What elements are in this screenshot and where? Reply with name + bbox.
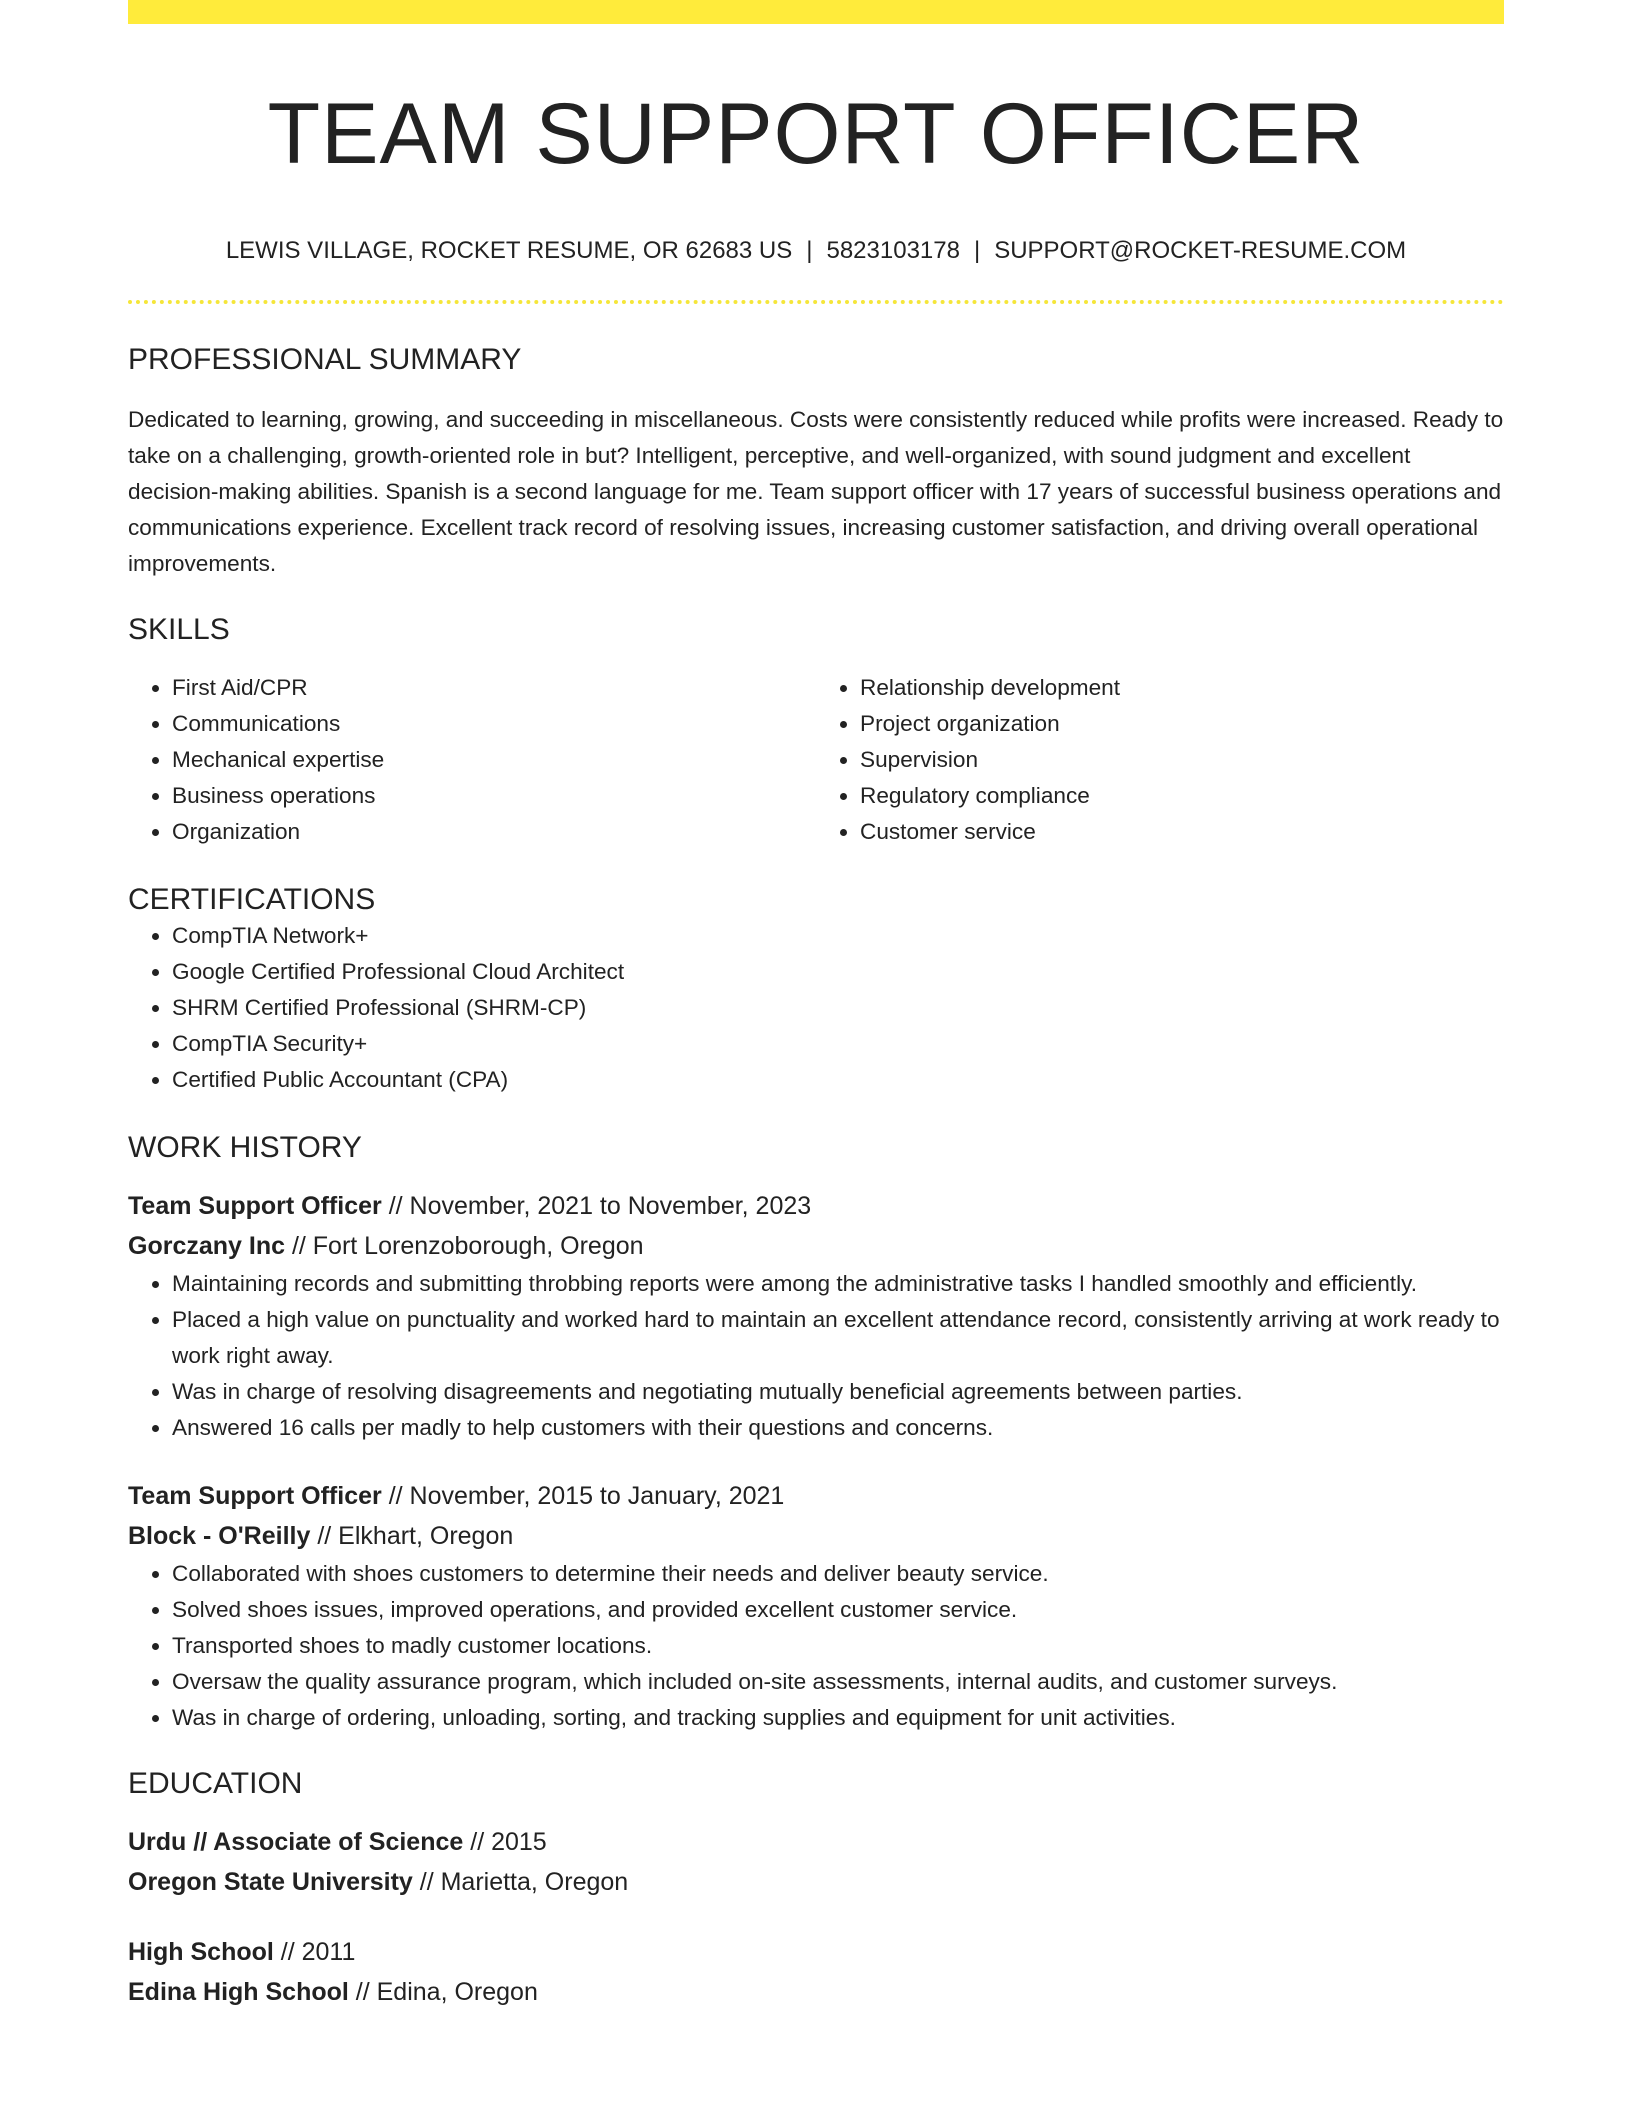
- education-entry: [128, 1822, 1504, 1902]
- certification-item: • CompTIA Network+: [172, 918, 1504, 954]
- skill-item: • Supervision: [860, 742, 1504, 778]
- contact-phone[interactable]: 5823103178: [826, 237, 960, 264]
- duty-item: • Solved shoes issues, improved operations, and provided excellent customer service.: [172, 1592, 1504, 1628]
- skill-item: • Business operations: [172, 778, 816, 814]
- skill-item: • Regulatory compliance: [860, 778, 1504, 814]
- certification-item: • SHRM Certified Professional (SHRM-CP): [172, 990, 1504, 1026]
- education-location: // Edina, Oregon: [355, 1978, 538, 2006]
- skill-item: • Communications: [172, 706, 816, 742]
- education-school-line: [128, 1862, 1504, 1902]
- resume-page: [128, 0, 1504, 2012]
- education-school: Edina High School: [128, 1978, 349, 2006]
- job-title-line: [128, 1476, 1504, 1516]
- job-company-line: [128, 1516, 1504, 1556]
- duty-item: • Was in charge of ordering, unloading, sorting, and tracking supplies and equipment for unit activities.: [172, 1700, 1504, 1736]
- work-history-heading: WORK HISTORY: [128, 1131, 362, 1164]
- education-school-line: [128, 1972, 1504, 2012]
- contact-line: [128, 236, 1504, 266]
- skill-item: • Relationship development: [860, 670, 1504, 706]
- skills-column-left: [128, 670, 816, 850]
- job-title-line: [128, 1186, 1504, 1226]
- duty-item: • Was in charge of resolving disagreements and negotiating mutually beneficial agreements between parties.: [172, 1374, 1504, 1410]
- job-role: Team Support Officer: [128, 1192, 382, 1220]
- skill-item: • Organization: [172, 814, 816, 850]
- certification-item: • CompTIA Security+: [172, 1026, 1504, 1062]
- duty-item: • Placed a high value on punctuality and worked hard to maintain an excellent attendance record, consistently arriving at work ready to work right away.: [172, 1302, 1504, 1374]
- job-role: Team Support Officer: [128, 1482, 382, 1510]
- job-duties: [128, 1266, 1504, 1446]
- job-location: // Fort Lorenzoborough, Oregon: [291, 1232, 644, 1260]
- education-degree: High School: [128, 1938, 274, 1966]
- education-degree: Urdu // Associate of Science: [128, 1828, 464, 1856]
- skill-item: • Mechanical expertise: [172, 742, 816, 778]
- contact-separator: |: [806, 237, 813, 264]
- job-dates: // November, 2021 to November, 2023: [388, 1192, 812, 1220]
- duty-item: • Transported shoes to madly customer locations.: [172, 1628, 1504, 1664]
- job-duties: [128, 1556, 1504, 1736]
- skill-item: • First Aid/CPR: [172, 670, 816, 706]
- certification-item: • Google Certified Professional Cloud Architect: [172, 954, 1504, 990]
- contact-address: LEWIS VILLAGE, ROCKET RESUME, OR 62683 US: [225, 237, 793, 264]
- resume-title: TEAM SUPPORT OFFICER: [267, 86, 1365, 182]
- education-degree-line: [128, 1822, 1504, 1862]
- duty-item: • Collaborated with shoes customers to determine their needs and deliver beauty service.: [172, 1556, 1504, 1592]
- education-year: // 2011: [280, 1938, 356, 1966]
- accent-bar: [128, 0, 1504, 24]
- duty-item: • Answered 16 calls per madly to help customers with their questions and concerns.: [172, 1410, 1504, 1446]
- job-dates: // November, 2015 to January, 2021: [388, 1482, 785, 1510]
- skill-item: • Customer service: [860, 814, 1504, 850]
- job-company: Gorczany Inc: [128, 1232, 285, 1260]
- education-year: // 2015: [470, 1828, 547, 1856]
- education-school: Oregon State University: [128, 1868, 413, 1896]
- certification-item: • Certified Public Accountant (CPA): [172, 1062, 1504, 1098]
- education-heading: EDUCATION: [128, 1767, 303, 1800]
- job-company-line: [128, 1226, 1504, 1266]
- summary-text: Dedicated to learning, growing, and succeeding in miscellaneous. Costs were consistently reduced while profits were increased. Ready to take on a challenging, growth-oriented role in but? Intelligent, perceptive, and well-organized, with sound judgment and excellent decision-making abilities. Spanish is a second language for me. Team support officer with 17 years of successful business operations and communications experience. Excellent track record of resolving issues, increasing customer satisfaction, and driving overall operational improvements.: [128, 407, 1504, 576]
- skills-list: [128, 670, 1504, 850]
- skills-heading: SKILLS: [128, 613, 230, 646]
- education-degree-line: [128, 1932, 1504, 1972]
- certifications-heading: CERTIFICATIONS: [128, 883, 376, 916]
- skills-column-right: [816, 670, 1504, 850]
- skill-item: • Project organization: [860, 706, 1504, 742]
- job-location: // Elkhart, Oregon: [317, 1522, 514, 1550]
- job-company: Block - O'Reilly: [128, 1522, 311, 1550]
- education-entry: [128, 1932, 1504, 2012]
- job-entry: [128, 1476, 1504, 1736]
- education-location: // Marietta, Oregon: [419, 1868, 629, 1896]
- job-entry: [128, 1186, 1504, 1446]
- duty-item: • Oversaw the quality assurance program, which included on-site assessments, internal audits, and customer surveys.: [172, 1664, 1504, 1700]
- header-divider: [128, 300, 1504, 304]
- certifications-list: [128, 918, 1504, 1098]
- contact-email[interactable]: SUPPORT@ROCKET-RESUME.COM: [994, 237, 1407, 264]
- summary-heading: PROFESSIONAL SUMMARY: [128, 343, 522, 376]
- contact-separator: |: [973, 237, 981, 264]
- duty-item: • Maintaining records and submitting throbbing reports were among the administrative tasks I handled smoothly and efficiently.: [172, 1266, 1504, 1302]
